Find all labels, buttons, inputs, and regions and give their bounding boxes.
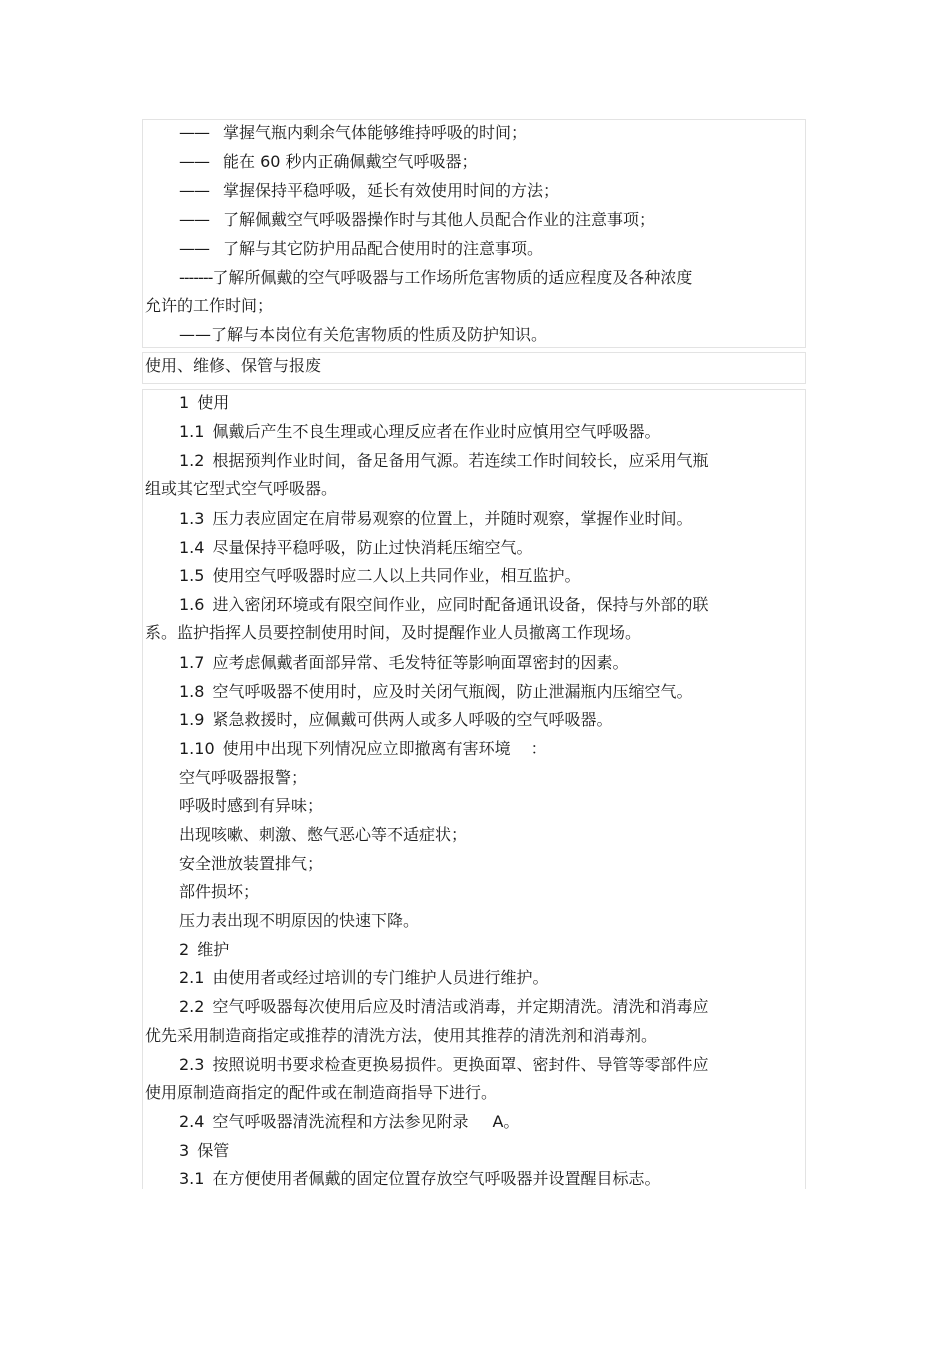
condition-item: 呼吸时感到有异味； <box>179 796 324 815</box>
clause-1-6-cont: 系。监护指挥人员要控制使用时间，及时提醒作业人员撤离工作现场。 <box>145 623 642 642</box>
training-item-continuation: 允许的工作时间； <box>145 296 274 315</box>
clause-3-1: 3.1 在方便使用者佩戴的固定位置存放空气呼吸器并设置醒目标志。 <box>179 1169 661 1188</box>
training-item: —— 了解佩戴空气呼吸器操作时与其他人员配合作业的注意事项； <box>179 210 656 229</box>
clause-1-9: 1.9 紧急救援时，应佩戴可供两人或多人呼吸的空气呼吸器。 <box>179 710 613 729</box>
section-title: 使用、维修、保管与报废 <box>145 356 322 375</box>
clause-1-2-cont: 组或其它型式空气呼吸器。 <box>145 479 338 498</box>
clause-2-3-cont: 使用原制造商指定的配件或在制造商指导下进行。 <box>145 1083 498 1102</box>
clause-1-5: 1.5 使用空气呼吸器时应二人以上共同作业，相互监护。 <box>179 566 581 585</box>
condition-item: 压力表出现不明原因的快速下降。 <box>179 911 420 930</box>
heading-storage: 3 保管 <box>179 1141 230 1160</box>
condition-item: 空气呼吸器报警； <box>179 768 308 787</box>
section-title-box <box>142 352 806 384</box>
clause-2-1: 2.1 由使用者或经过培训的专门维护人员进行维护。 <box>179 968 549 987</box>
training-item-last: ——了解与本岗位有关危害物质的性质及防护知识。 <box>179 325 548 344</box>
clause-1-7: 1.7 应考虑佩戴者面部异常、毛发特征等影响面罩密封的因素。 <box>179 653 629 672</box>
content-box <box>142 389 806 1189</box>
clause-2-2-cont: 优先采用制造商指定或推荐的清洗方法，使用其推荐的清洗剂和消毒剂。 <box>145 1026 658 1045</box>
training-item: —— 能在 60 秒内正确佩戴空气呼吸器； <box>179 152 478 171</box>
clause-1-10: 1.10 使用中出现下列情况应立即撤离有害环境 ： <box>179 739 547 758</box>
clause-1-1: 1.1 佩戴后产生不良生理或心理反应者在作业时应慎用空气呼吸器。 <box>179 422 661 441</box>
clause-1-6: 1.6 进入密闭环境或有限空间作业，应同时配备通讯设备，保持与外部的联 <box>179 595 709 614</box>
clause-2-4: 2.4 空气呼吸器清洗流程和方法参见附录 A。 <box>179 1112 520 1131</box>
condition-item: 出现咳嗽、刺激、憋气恶心等不适症状； <box>179 825 468 844</box>
training-item-long: -------了解所佩戴的空气呼吸器与工作场所危害物质的适应程度及各种浓度 <box>179 268 693 287</box>
condition-item: 部件损坏； <box>179 882 260 901</box>
clause-2-2: 2.2 空气呼吸器每次使用后应及时清洁或消毒，并定期清洗。清洗和消毒应 <box>179 997 709 1016</box>
training-requirements-box <box>142 119 806 348</box>
clause-1-8: 1.8 空气呼吸器不使用时，应及时关闭气瓶阀，防止泄漏瓶内压缩空气。 <box>179 682 693 701</box>
clause-1-2: 1.2 根据预判作业时间，备足备用气源。若连续工作时间较长，应采用气瓶 <box>179 451 709 470</box>
training-item: —— 掌握气瓶内剩余气体能够维持呼吸的时间； <box>179 123 528 142</box>
heading-use: 1 使用 <box>179 393 230 412</box>
training-item: —— 了解与其它防护用品配合使用时的注意事项。 <box>179 239 544 258</box>
clause-2-3: 2.3 按照说明书要求检查更换易损件。更换面罩、密封件、导管等零部件应 <box>179 1055 709 1074</box>
heading-maintenance: 2 维护 <box>179 940 230 959</box>
training-item: —— 掌握保持平稳呼吸，延长有效使用时间的方法； <box>179 181 560 200</box>
clause-1-3: 1.3 压力表应固定在肩带易观察的位置上，并随时观察，掌握作业时间。 <box>179 509 693 528</box>
clause-1-4: 1.4 尽量保持平稳呼吸，防止过快消耗压缩空气。 <box>179 538 533 557</box>
condition-item: 安全泄放装置排气； <box>179 854 324 873</box>
